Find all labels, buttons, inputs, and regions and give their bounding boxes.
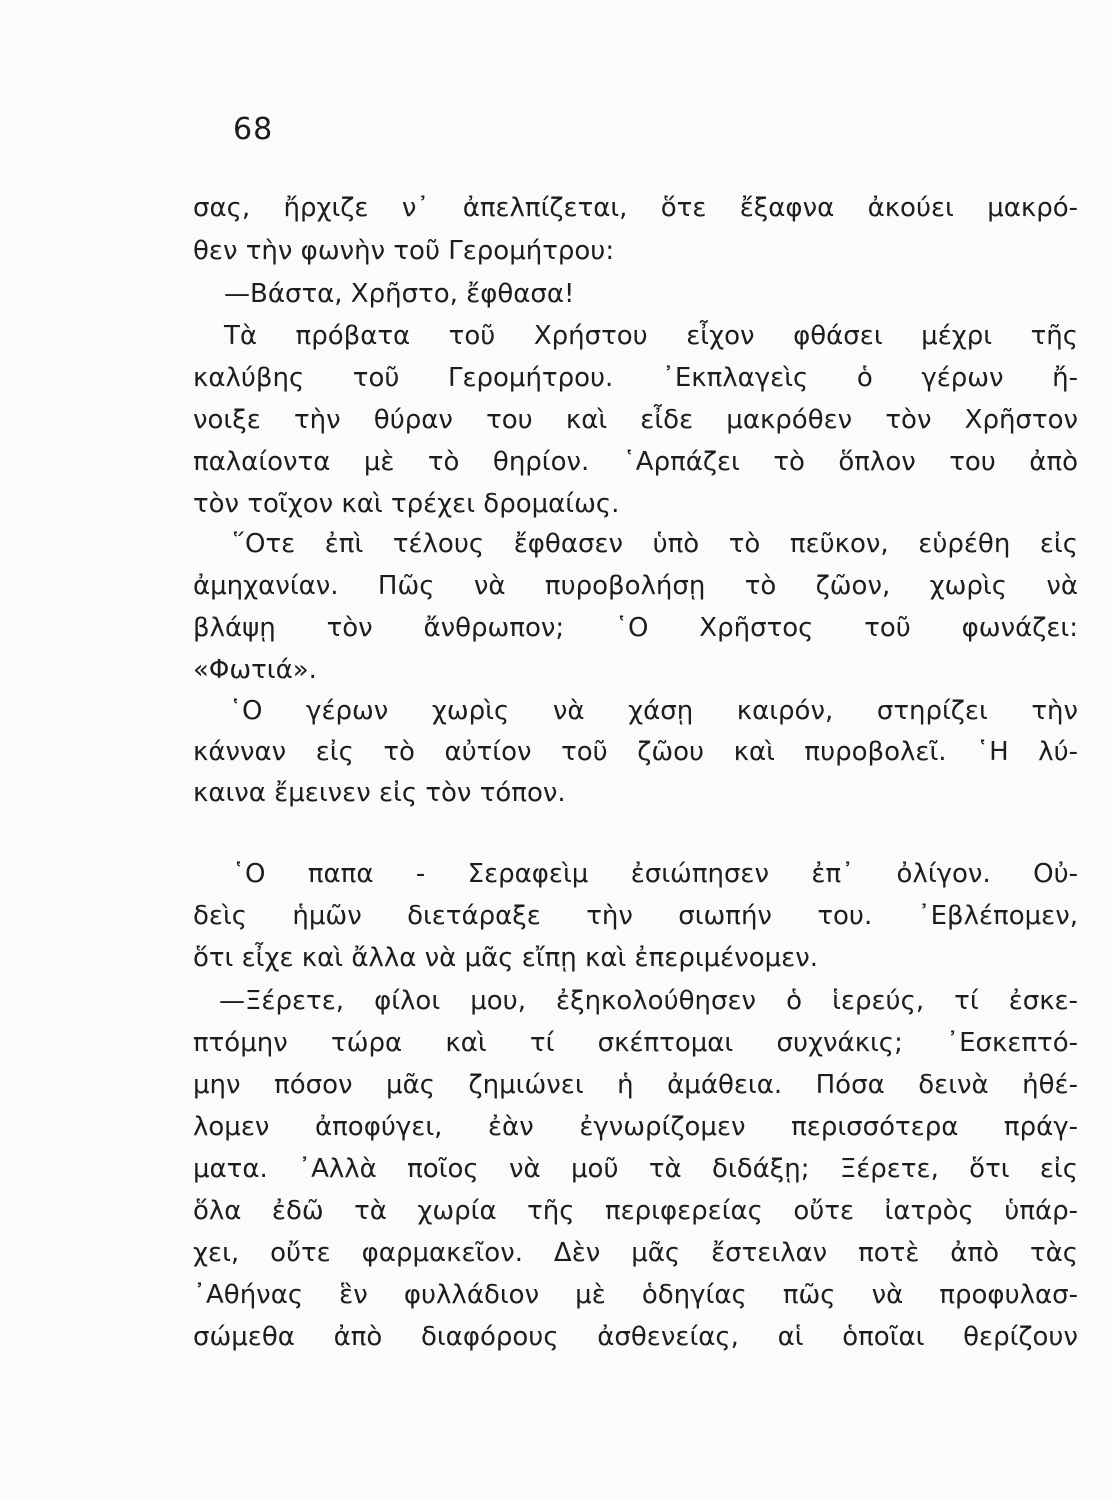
text-line: σώμεθα ἀπὸ διαφόρους ἀσθενείας, αἱ ὁποῖαι θερίζουν — [193, 1322, 1078, 1352]
text-line: ῾Ο παπα - Σεραφεὶμ ἐσιώπησεν ἐπ᾿ ὀλίγον. Οὐ- — [232, 859, 1078, 889]
text-line: παλαίοντα μὲ τὸ θηρίον. ῾Αρπάζει τὸ ὅπλον του ἀπὸ — [193, 447, 1078, 477]
text-line: θεν τὴν φωνὴν τοῦ Γερομήτρου: — [193, 236, 615, 266]
text-line: «Φωτιά». — [193, 655, 317, 685]
text-line: πτόμην τώρα καὶ τί σκέπτομαι συχνάκις; ᾿Εσκεπτό- — [193, 1028, 1078, 1058]
text-line: —Βάστα, Χρῆστο, ἔφθασα! — [224, 279, 575, 309]
text-line: κάνναν εἰς τὸ αὐτίον τοῦ ζῶου καὶ πυροβολεῖ. ῾Η λύ- — [193, 737, 1078, 767]
text-line: ὅτι εἶχε καὶ ἄλλα νὰ μᾶς εἴπῃ καὶ ἐπεριμένομεν. — [193, 943, 819, 973]
text-line: λομεν ἀποφύγει, ἐὰν ἐγνωρίζομεν περισσότερα πράγ- — [193, 1112, 1078, 1142]
text-line: καινα ἔμεινεν εἰς τὸν τόπον. — [193, 778, 566, 808]
text-line: ᾿Αθήνας ἓν φυλλάδιον μὲ ὁδηγίας πῶς νὰ προφυλασ- — [193, 1280, 1078, 1310]
text-line: καλύβης τοῦ Γερομήτρου. ᾿Εκπλαγεὶς ὁ γέρων ἤ- — [193, 363, 1078, 393]
text-line: ὅλα ἐδῶ τὰ χωρία τῆς περιφερείας οὔτε ἰατρὸς ὑπάρ- — [193, 1196, 1078, 1226]
text-line: βλάψῃ τὸν ἄνθρωπον; ῾Ο Χρῆστος τοῦ φωνάζει: — [193, 613, 1078, 643]
text-line: τὸν τοῖχον καὶ τρέχει δρομαίως. — [193, 489, 620, 519]
text-line: μην πόσον μᾶς ζημιώνει ἡ ἀμάθεια. Πόσα δεινὰ ἠθέ- — [193, 1070, 1078, 1100]
text-line: δεὶς ἡμῶν διετάραξε τὴν σιωπήν του. ᾿Εβλέπομεν, — [193, 901, 1078, 931]
text-line: νοιξε τὴν θύραν του καὶ εἶδε μακρόθεν τὸν Χρῆστον — [193, 405, 1078, 435]
text-line: ῞Οτε ἐπὶ τέλους ἔφθασεν ὑπὸ τὸ πεῦκον, εὑρέθη εἰς — [232, 529, 1078, 559]
text-line: ματα. ᾿Αλλὰ ποῖος νὰ μοῦ τὰ διδάξῃ; Ξέρετε, ὅτι εἰς — [193, 1154, 1078, 1184]
text-line: ἀμηχανίαν. Πῶς νὰ πυροβολήσῃ τὸ ζῶον, χωρὶς νὰ — [193, 571, 1078, 601]
page-number: 68 — [233, 112, 274, 147]
text-line: —Ξέρετε, φίλοι μου, ἐξηκολούθησεν ὁ ἱερεύς, τί ἐσκε- — [219, 986, 1078, 1016]
text-line: ῾Ο γέρων χωρὶς νὰ χάσῃ καιρόν, στηρίζει τὴν — [229, 696, 1078, 726]
text-line: χει, οὔτε φαρμακεῖον. Δὲν μᾶς ἔστειλαν ποτὲ ἀπὸ τὰς — [193, 1238, 1078, 1268]
text-line: σας, ἤρχιζε ν᾿ ἀπελπίζεται, ὅτε ἔξαφνα ἀκούει μακρό- — [193, 193, 1078, 223]
text-line: Τὰ πρόβατα τοῦ Χρήστου εἶχον φθάσει μέχρι τῆς — [224, 321, 1078, 351]
